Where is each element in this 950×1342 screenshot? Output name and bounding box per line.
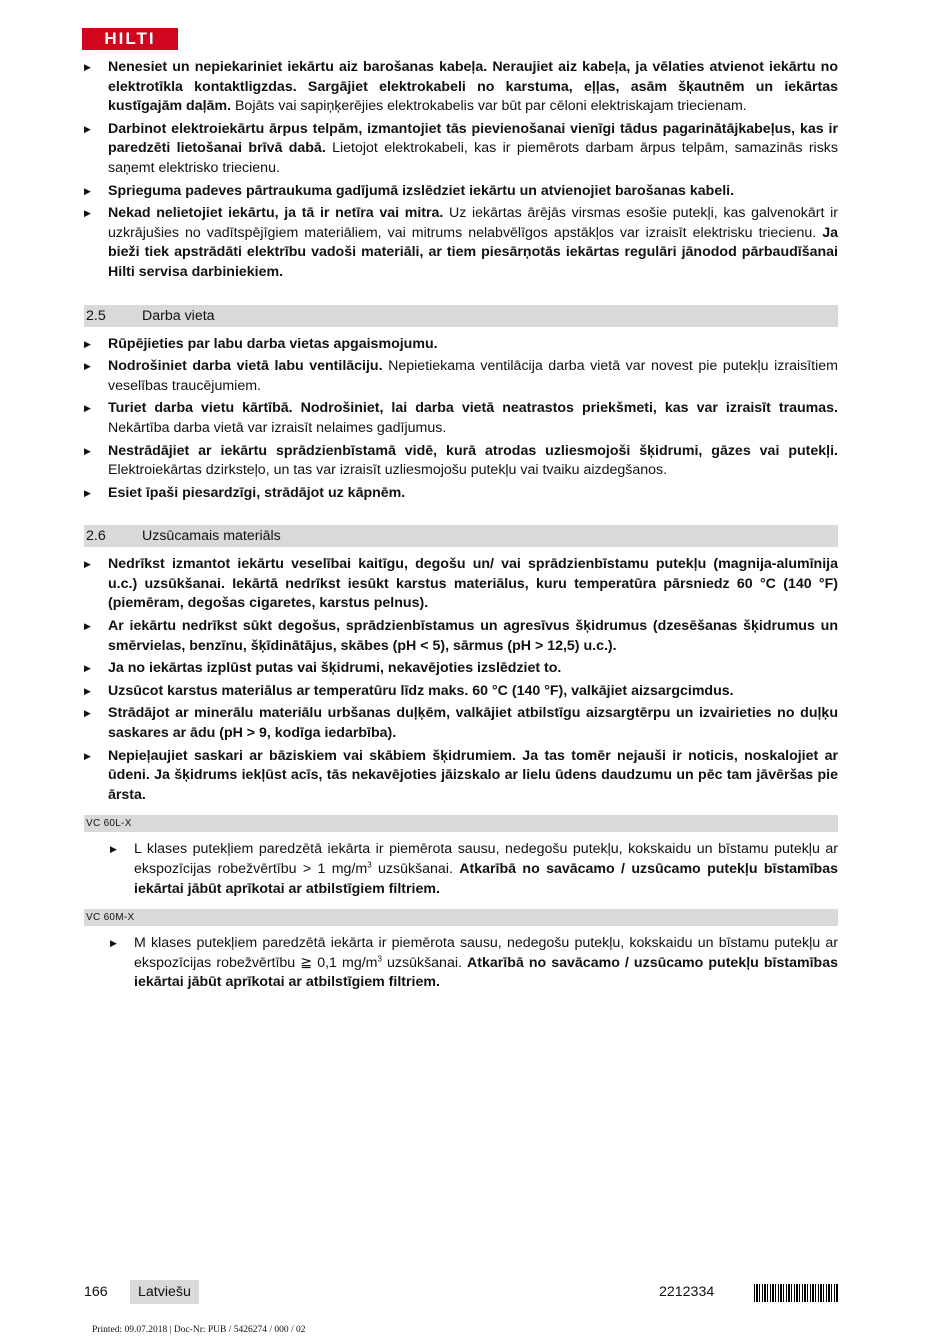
model-note-vc60m — [84, 934, 838, 993]
list-item: ▶ Uzsūcot karstus materiālus ar temperatūru līdz maks. 60 °C (140 °F), valkājiet aizsargcimdus. — [84, 682, 838, 702]
list-item: ▶ Strādājot ar minerālu materiālu urbšanas duļķēm, valkājiet atbilstīgu aizsargtērpu un izvairieties no duļķu saskares ar ādu (pH > 9, kodīga iedarbība). — [84, 705, 838, 742]
safety-list-electrical — [84, 58, 838, 283]
bullet-arrow-icon: ▶ — [110, 844, 117, 855]
page-footer — [84, 1280, 838, 1306]
bullet-arrow-icon: ▶ — [84, 123, 91, 134]
bullet-arrow-icon: ▶ — [84, 750, 91, 761]
bullet-arrow-icon: ▶ — [84, 403, 91, 414]
model-label-vc60l: VC 60L-X — [84, 815, 838, 832]
list-item: ▶ Nestrādājiet ar iekārtu sprādzienbīstamā vidē, kurā atrodas uzliesmojoši šķidrumi, gāzes vai putekļi. Elektroiekārtas dzirksteļo, un tas var izraisīt uzliesmojošu putekļu vai tvaiku aizdegšanos. — [84, 442, 838, 479]
section-number: 2.6 — [86, 528, 106, 545]
section-number: 2.5 — [86, 307, 106, 324]
barcode-icon — [754, 1284, 838, 1302]
list-item: ▶ Esiet īpaši piesardzīgi, strādājot uz kāpnēm. — [84, 484, 838, 504]
bullet-arrow-icon: ▶ — [84, 185, 91, 196]
list-item: ▶ Ja no iekārtas izplūst putas vai šķidrumi, nekavējoties izslēdziet to. — [84, 659, 838, 679]
print-info: Printed: 09.07.2018 | Doc-Nr: PUB / 5426274 / 000 / 02 — [92, 1325, 306, 1335]
list-item: ▶ Sprieguma padeves pārtraukuma gadījumā izslēdziet iekārtu un atvienojiet barošanas kabeli. — [84, 182, 838, 202]
model-note-vc60l — [84, 840, 838, 899]
bullet-arrow-icon: ▶ — [84, 62, 91, 72]
bullet-arrow-icon: ▶ — [84, 663, 91, 674]
bullet-arrow-icon: ▶ — [84, 708, 91, 719]
list-item: ▶ Nepieļaujiet saskari ar bāziskiem vai skābiem šķidrumiem. Ja tas tomēr nejauši ir noticis, noskalojiet ar ūdeni. Ja šķidrums iekļūst acīs, tās nekavējoties jāizskalo ar lielu ūdens daudzumu un pēc tam jāvēršas pie ārsta. — [84, 747, 838, 803]
list-item: ▶ L klases putekļiem paredzētā iekārta ir piemērota sausu, nedegošu putekļu, kokskaidu un bīstamu putekļu ar ekspozīcijas robežvērtību > 1 $mg/m^3$ uzsūkšanai. Atkarībā no savācamo / uzsūcamo putekļu bīstamības iekārtai jābūt aprīkotai ar atbilstīgiem filtriem. — [110, 841, 838, 897]
page-content — [84, 58, 838, 996]
list-item: ▶ Nekad nelietojiet iekārtu, ja tā ir netīra vai mitra. Uz iekārtas ārējās virsmas esošie putekļi, kas galvenokārt ir uzkrājušies no vadītspējīgiem materiāliem, vai mitrums nelabvēlīgos apstākļos var izraisīt elektrisku triecienu. Ja bieži tiek apstrādāti elektrību vadoši materiāli, ar tiem piesārņotās iekārtas regulāri jānodod pārbaudīšanai Hilti servisa darbiniekiem. — [84, 205, 838, 280]
page-number: 166 — [84, 1284, 108, 1300]
list-item: ▶ Turiet darba vietu kārtībā. Nodrošiniet, lai darba vietā neatrastos priekšmeti, kas var izraisīt traumas. Nekārtība darba vietā var izraisīt nelaimes gadījumus. — [84, 400, 838, 436]
section-heading-work-area — [84, 305, 838, 327]
bullet-arrow-icon: ▶ — [110, 938, 117, 949]
list-item: ▶ Nenesiet un nepiekariniet iekārtu aiz barošanas kabeļa. Neraujiet aiz kabeļa, ja vēlaties atvienot iekārtu no elektrotīkla kontaktligzdas. Sargājiet elektrokabeli no karstuma, eļļas, asām šķautnēm un iekārtas kustīgajām daļām. Bojāts vai sapiņķerējies elektrokabelis var būt par cēloni elektriskajam triecienam. — [84, 59, 838, 115]
list-item: ▶ Nedrīkst izmantot iekārtu veselībai kaitīgu, degošu un/ vai sprādzienbīstamu putekļu (magnija-alumīnija u.c.) uzsūkšanai. Iekārtā nedrīkst iesūkt karstus materiālus, kuru temperatūra pārsniedz 60 °C (140 °F) (piemēram, degošas cigaretes, karstus pelnus). — [84, 556, 838, 612]
bullet-arrow-icon: ▶ — [84, 487, 91, 498]
bullet-arrow-icon: ▶ — [84, 445, 91, 456]
list-item: ▶ M klases putekļiem paredzētā iekārta ir piemērota sausu, nedegošu putekļu, kokskaidu un bīstamu putekļu ar ekspozīcijas robežvērtību ≧ 0,1 $mg/m^3$ uzsūkšanai. Atkarībā no savācamo / uzsūcamo putekļu bīstamības iekārtai jābūt aprīkotai ar atbilstīgiem filtriem. — [110, 935, 839, 991]
safety-list-work-area — [84, 335, 838, 504]
list-item: ▶ Darbinot elektroiekārtu ārpus telpām, izmantojiet tās pievienošanai vienīgi tādus pagarinātājkabeļus, kas ir paredzēti lietošanai brīvā dabā. Lietojot elektrokabeli, kas ir piemērots darbam ārpus telpām, samazinās risks saņemt elektrisko triecienu. — [84, 120, 838, 176]
language-label: Latviešu — [130, 1280, 199, 1304]
section-title: Darba vieta — [142, 307, 215, 324]
section-title: Uzsūcamais materiāls — [142, 528, 281, 545]
bullet-arrow-icon: ▶ — [84, 361, 91, 372]
list-item: ▶ Nodrošiniet darba vietā labu ventilāciju. Nepietiekama ventilācija darba vietā var novest pie putekļu izraisītiem veselības traucējumiem. — [84, 358, 838, 394]
section-heading-suction-material — [84, 525, 838, 547]
document-number: 2212334 — [659, 1284, 715, 1300]
bullet-arrow-icon: ▶ — [84, 208, 91, 219]
list-item: ▶ Rūpējieties par labu darba vietas apgaismojumu. — [84, 335, 838, 355]
bullet-arrow-icon: ▶ — [84, 559, 91, 570]
safety-list-suction-material — [84, 555, 838, 805]
bullet-arrow-icon: ▶ — [84, 621, 91, 632]
bullet-arrow-icon: ▶ — [84, 338, 91, 349]
model-label-vc60m: VC 60M-X — [84, 909, 838, 926]
hilti-logo: HILTI — [82, 28, 178, 50]
bullet-arrow-icon: ▶ — [84, 685, 91, 696]
list-item: ▶ Ar iekārtu nedrīkst sūkt degošus, sprādzienbīstamus un agresīvus šķidrumus (dzesēšanas šķidrumus un smērvielas, benzīnu, šķīdinātājus, skābes (pH < 5), sārmus (pH > 12,5) u.c.). — [84, 618, 838, 654]
